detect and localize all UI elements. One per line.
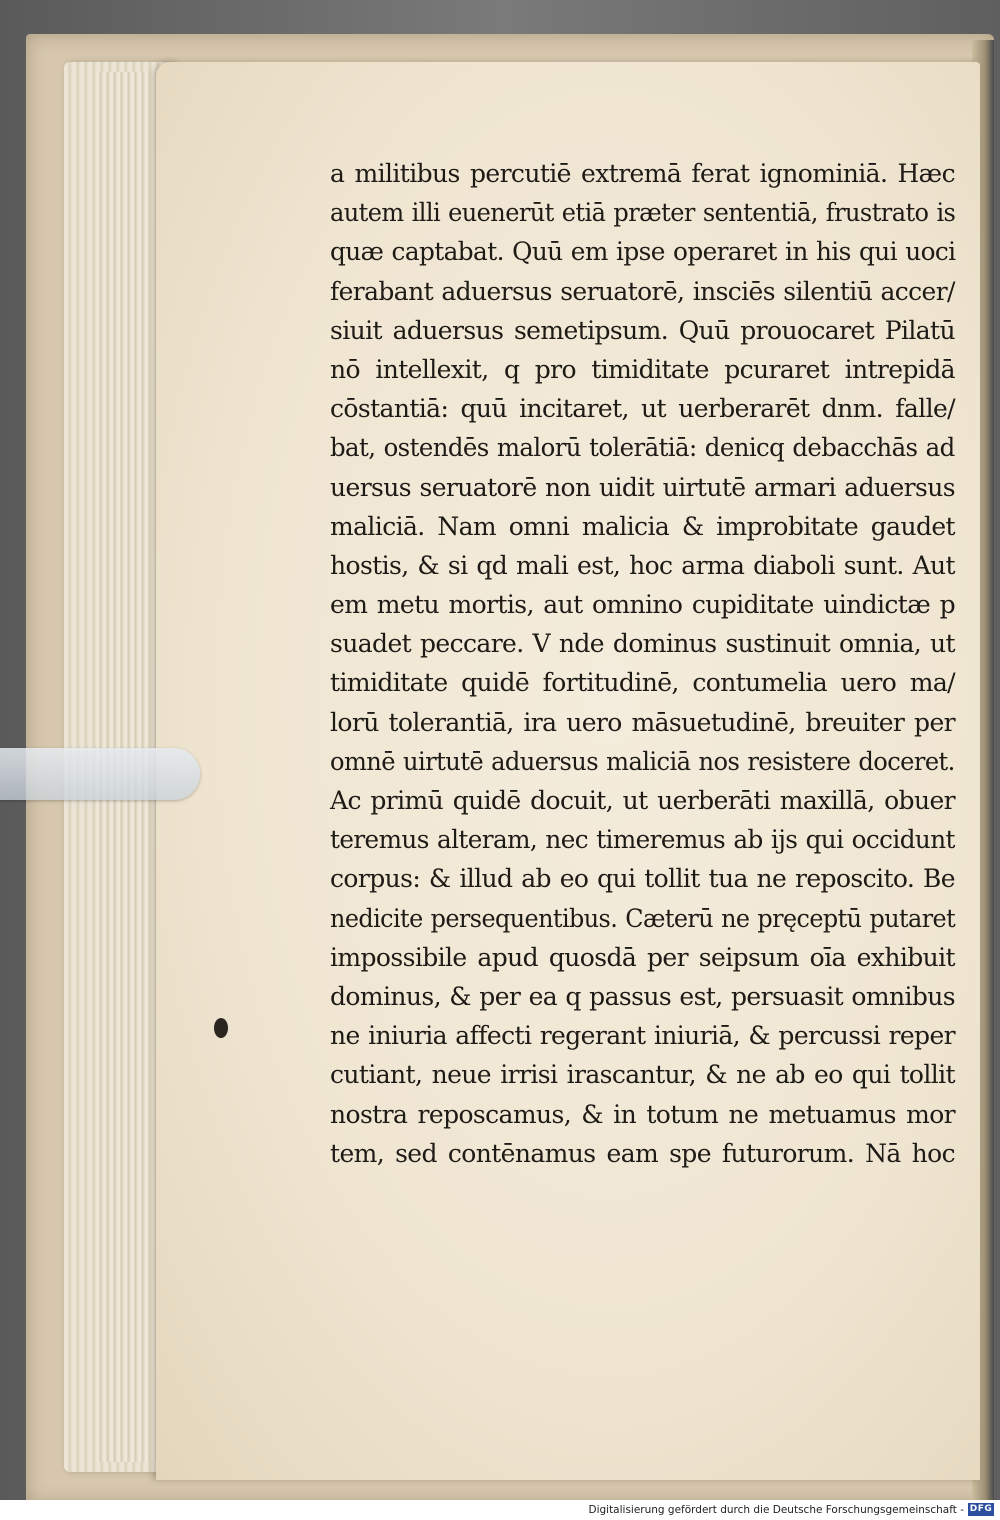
text-line: dominus, & per ea q passus est, persuasit omnibus: [330, 981, 955, 1011]
text-line: Ac primū quidē docuit, ut uerberāti maxillā, obuer: [330, 786, 955, 815]
text-line: em metu mortis, aut omnino cupiditate uindictæ p: [330, 590, 955, 620]
text-line: lorū tolerantiā, ira uero māsuetudinē, breuiter per: [330, 707, 955, 737]
text-line: cōstantiā: quū incitaret, ut uerberarēt dnm. falle/: [330, 394, 955, 424]
text-line: timiditate quidē fortitudinē, contumelia uero ma/: [330, 668, 955, 698]
text-line: corpus: & illud ab eo qui tollit tua ne reposcito. Be: [330, 864, 955, 894]
text-line: ne iniuria affecti regerant iniuriā, & percussi reper: [330, 1021, 955, 1051]
text-line: uersus seruatorē non uidit uirtutē armari aduersus: [330, 472, 955, 502]
text-line: maliciā. Nam omni malicia & improbitate gaudet: [330, 511, 955, 541]
page-text-block: [330, 154, 955, 1173]
bookmark-strip: [0, 748, 200, 800]
text-line: nostra reposcamus, & in totum ne metuamus mor: [330, 1099, 955, 1129]
text-line: hostis, & si qd mali est, hoc arma diaboli sunt. Aut: [330, 550, 955, 580]
text-line: nedicite persequentibus. Cæterū ne pręceptū putaret: [330, 903, 956, 933]
text-line: bat, ostendēs malorū tolerātiā: denicq debacchās ad: [330, 433, 955, 463]
text-line: cutiant, neue irrisi irascantur, & ne ab eo qui tollit: [330, 1060, 955, 1090]
text-line: siuit aduersus semetipsum. Quū prouocaret Pilatū: [330, 315, 955, 345]
text-line: omnē uirtutē aduersus maliciā nos resistere doceret.: [330, 746, 955, 776]
text-line: a militibus percutiē extremā ferat ignominiā. Hæc: [330, 159, 955, 188]
dfg-logo[interactable]: DFG: [969, 1504, 993, 1514]
text-line: tem, sed contēnamus eam spe futurorum. Nā hoc: [330, 1138, 955, 1168]
text-line: quæ captabat. Quū em ipse operaret in his qui uoci: [330, 237, 956, 267]
text-line: nō intellexit, q pro timiditate pcuraret intrepidā: [330, 354, 955, 384]
text-line: impossibile apud quosdā per seipsum oīa exhibuit: [330, 942, 955, 972]
page-hole: [214, 1018, 228, 1038]
text-line: ferabant aduersus seruatorē, insciēs silentiū accer/: [330, 276, 955, 306]
text-line: autem illi euenerūt etiā præter sententiā, frustrato is: [330, 198, 956, 228]
text-line: suadet peccare. V nde dominus sustinuit omnia, ut: [330, 629, 955, 659]
text-line: teremus alteram, nec timeremus ab ijs qui occidunt: [330, 825, 955, 855]
footer-credit: Digitalisierung gefördert durch die Deutsche Forschungsgemeinschaft -: [588, 1504, 964, 1516]
